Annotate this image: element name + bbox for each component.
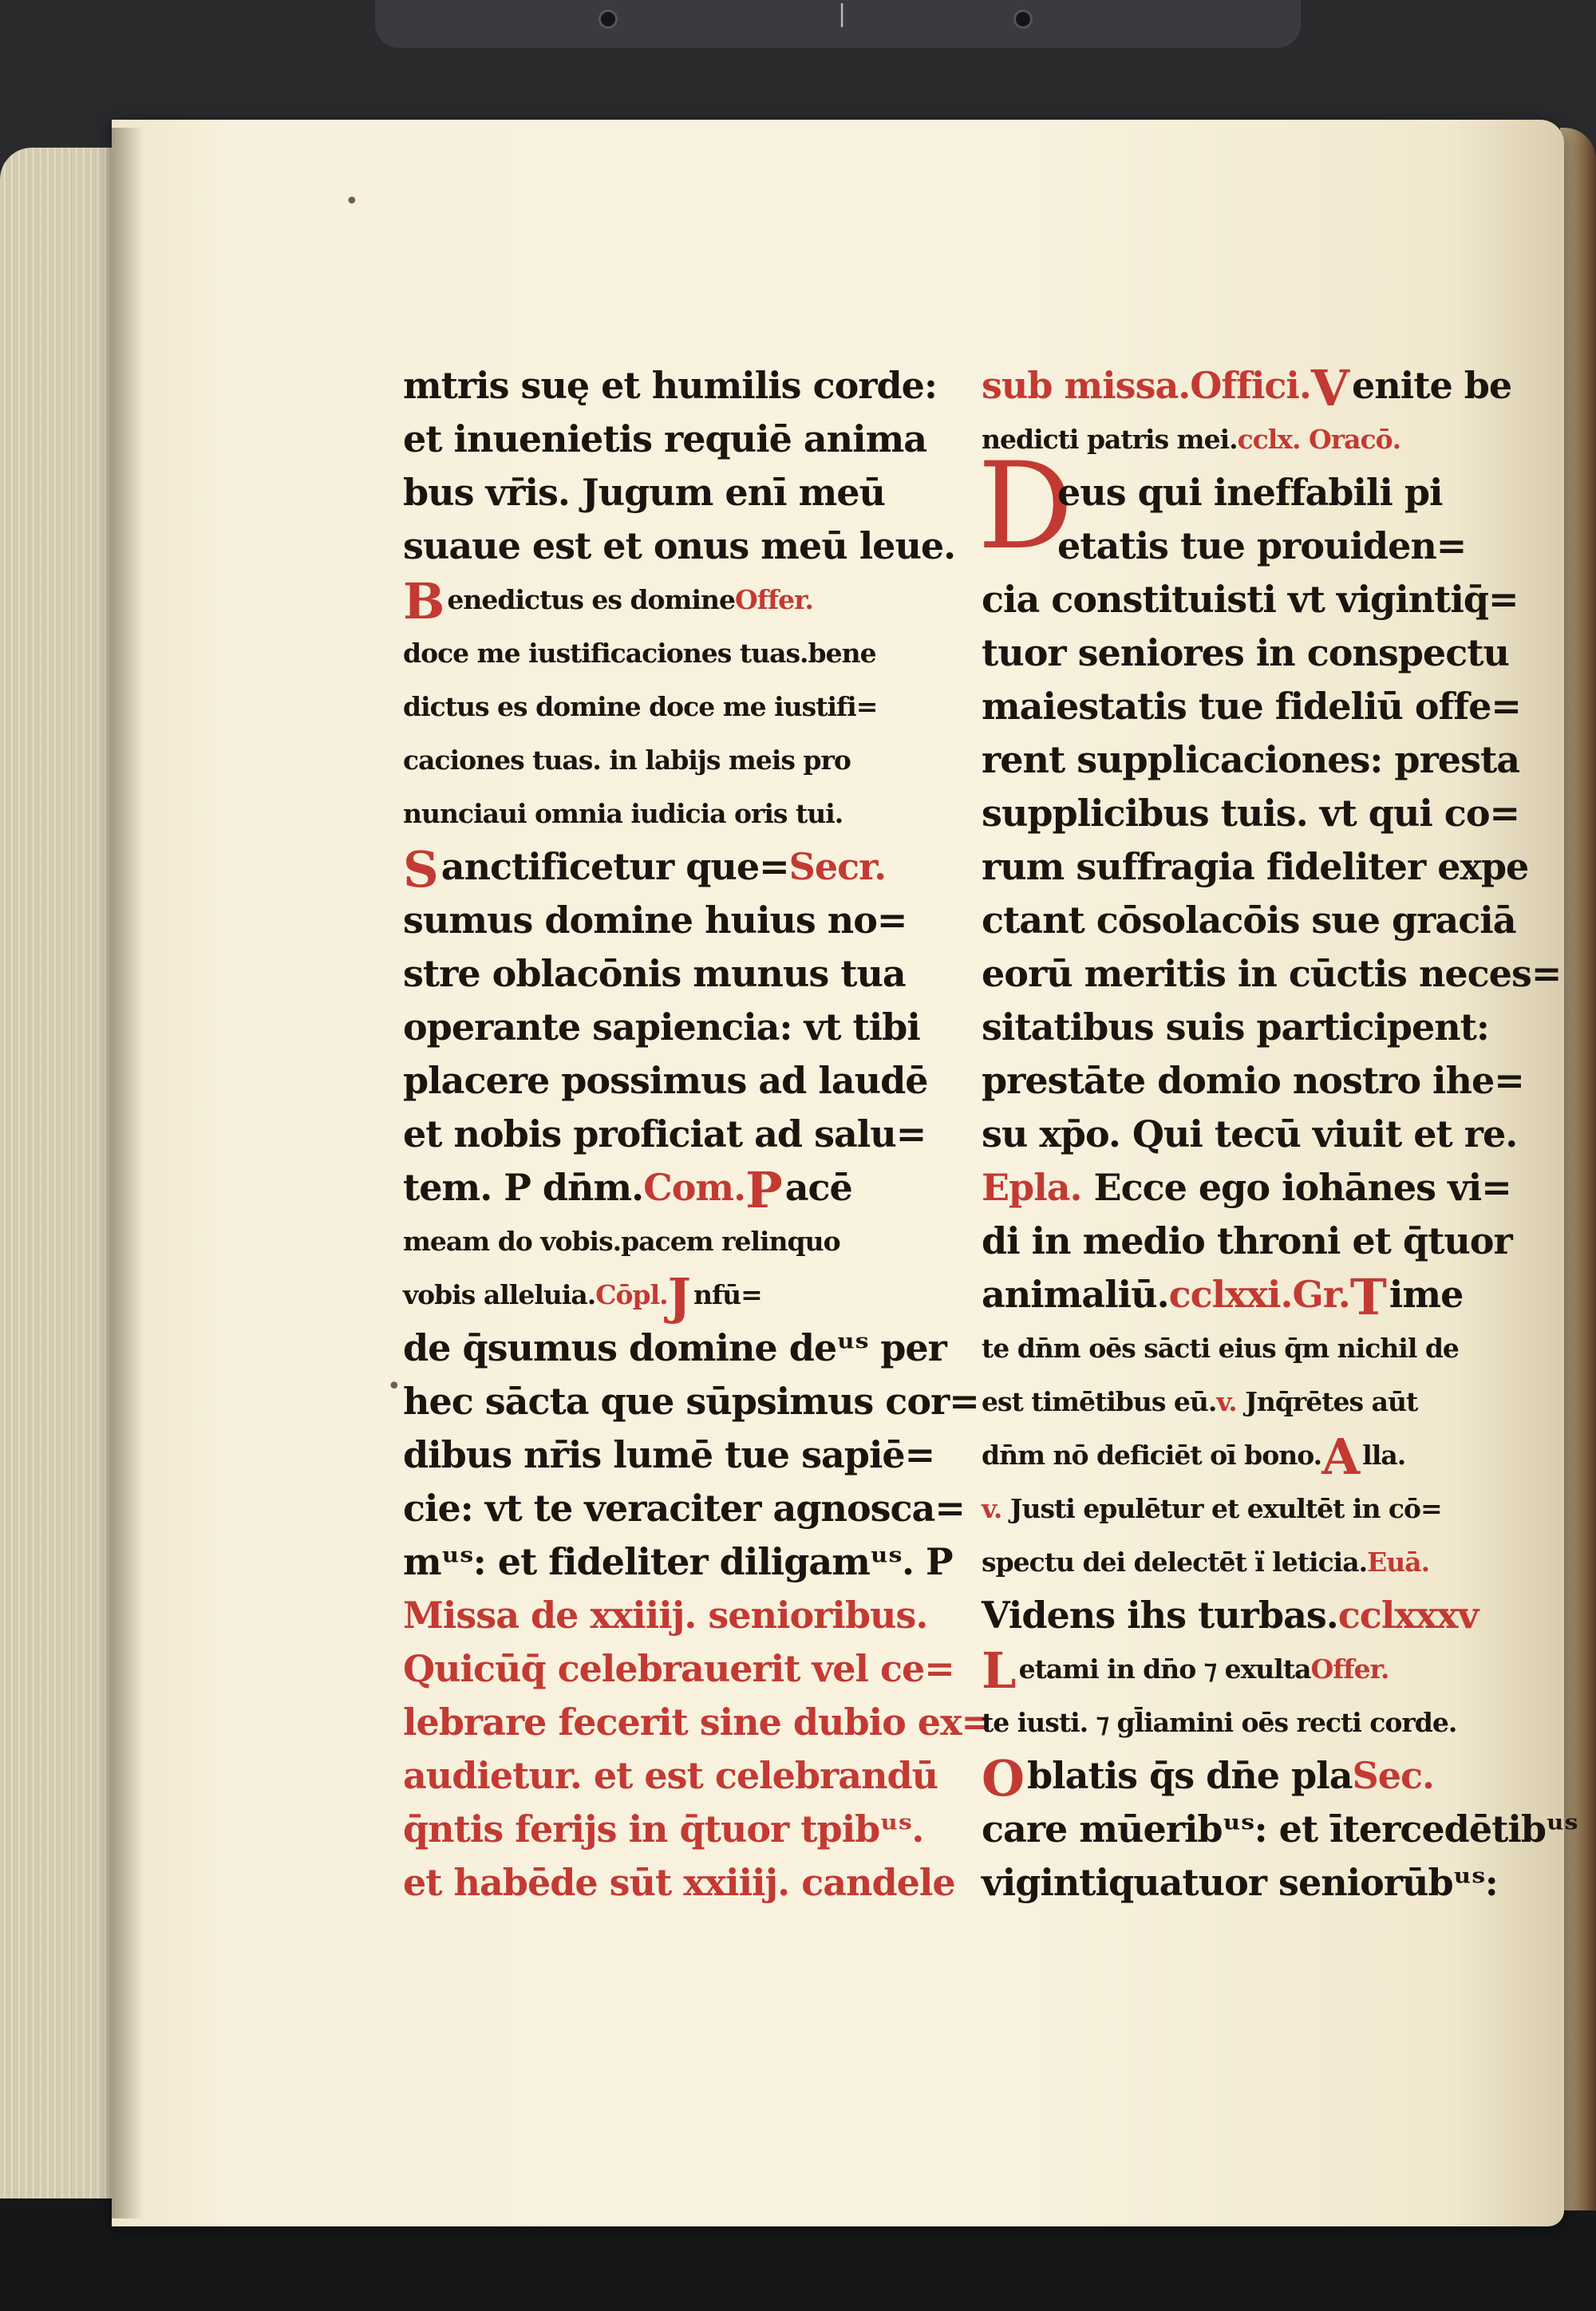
initial-letter: J: [667, 1267, 690, 1325]
text-line: [403, 840, 914, 899]
rubric-text: Quicūq̄ celebrauerit vel ce=: [403, 1647, 954, 1690]
rubric-text: Cōpl.: [595, 1279, 668, 1310]
text-run: tem. P dn̄m.: [403, 1166, 644, 1209]
text-run: Ecce ego iohānes vi=: [1081, 1166, 1511, 1209]
text-run: de q̄sumus domine deᵘˢ per: [403, 1326, 946, 1369]
text-line: [403, 1482, 965, 1535]
text-line: [403, 733, 914, 787]
text-run: Justi epulētur et exultēt in cō=: [1001, 1493, 1442, 1524]
text-line: [982, 1803, 1578, 1856]
text-run: supplicibus tuis. vt qui co=: [982, 792, 1520, 835]
text-run: et nobis proficiat ad salu=: [403, 1112, 926, 1156]
text-run: Jnq̄rētes aūt: [1236, 1386, 1418, 1417]
screw-icon: [1013, 10, 1033, 29]
right-page-edge: [1560, 128, 1596, 2210]
text-run: meam do vobis.pacem relinquo: [403, 1226, 840, 1257]
text-run: care mūeribᵘˢ: et ītercedētibᵘˢ: [982, 1807, 1578, 1851]
right-text-column: [982, 359, 1578, 1910]
text-run: vigintiquatuor seniorūbᵘˢ:: [982, 1861, 1498, 1904]
text-line: [982, 359, 1512, 417]
text-line: [982, 733, 1520, 787]
text-run: et inuenietis requiē anima: [403, 417, 927, 460]
text-run: caciones tuas. in labijs meis pro: [403, 745, 851, 776]
text-run: animaliū.: [982, 1273, 1169, 1316]
text-run: etami in dn̄o ⁊ exulta: [1018, 1653, 1311, 1685]
rubric-text: Epla.: [982, 1166, 1082, 1209]
text-line: [982, 1161, 1511, 1215]
text-line: [403, 1696, 992, 1749]
text-run: acē: [784, 1166, 852, 1209]
text-run: lla.: [1362, 1440, 1406, 1471]
text-run: nedicti patris mei.: [982, 424, 1238, 455]
text-line: [982, 519, 1467, 573]
text-line: [403, 519, 956, 573]
text-line: [403, 1428, 935, 1482]
rubric-text: Offer.: [735, 584, 813, 615]
text-run: di in medio throni et q̄tuor: [982, 1219, 1512, 1262]
text-line: [982, 413, 1460, 466]
text-line: [982, 840, 1529, 894]
text-run: maiestatis tue fideliū offe=: [982, 685, 1521, 728]
initial-letter: P: [745, 1161, 782, 1219]
text-run: stre oblacōnis munus tua: [403, 952, 906, 995]
text-line: [403, 1267, 914, 1325]
text-line: [982, 1749, 1460, 1807]
rubric-text: cclx.: [1237, 424, 1301, 455]
text-line: [403, 1856, 955, 1910]
text-run: blatis q̄s dn̄e pla: [1027, 1754, 1353, 1797]
initial-letter: B: [403, 572, 444, 630]
text-run: rum suffragia fideliter expe: [982, 845, 1529, 888]
text-line: [403, 1054, 928, 1108]
left-text-column: [403, 359, 992, 1910]
rubric-text: Oracō.: [1300, 424, 1401, 455]
text-line: [403, 787, 914, 840]
rubric-text: Com.: [643, 1166, 746, 1209]
text-line: [982, 1589, 1479, 1642]
text-run: sitatibus suis participent:: [982, 1005, 1489, 1049]
text-run: cia constituisti vt vigintiq̄=: [982, 578, 1519, 621]
text-line: [982, 1108, 1518, 1161]
text-line: [982, 1535, 1460, 1589]
text-line: [403, 1375, 979, 1428]
text-run: ime: [1389, 1273, 1464, 1316]
text-line: [403, 947, 914, 1001]
text-line: [982, 1856, 1498, 1910]
text-line: [982, 1482, 1460, 1535]
text-run: te iusti. ⁊ gl̄iamini oēs recti corde.: [982, 1707, 1457, 1738]
rubric-text: q̄ntis ferijs in q̄tuor tpibᵘˢ.: [403, 1807, 924, 1851]
text-line: [982, 1641, 1460, 1700]
text-line: [982, 1696, 1460, 1749]
rubric-text: Offer.: [1310, 1653, 1389, 1685]
text-line: [403, 359, 937, 413]
text-run: Videns ihs turbas.: [982, 1594, 1338, 1637]
text-run: est timētibus eū.: [982, 1386, 1217, 1417]
margin-mark: •: [345, 188, 359, 215]
text-run: etatis tue prouiden=: [1057, 524, 1467, 567]
rubric-text: v.: [1216, 1386, 1237, 1417]
text-line: [982, 894, 1516, 947]
text-line: [403, 1321, 946, 1375]
rubric-text: Secr.: [788, 845, 887, 888]
text-line: [403, 1001, 920, 1054]
initial-letter: A: [1321, 1428, 1360, 1486]
text-run: mtris suę et humilis corde:: [403, 364, 937, 407]
screw-icon: [598, 10, 618, 29]
text-line: [982, 626, 1509, 680]
text-run: dibus nr̄is lumē tue sapiē=: [403, 1433, 935, 1476]
text-run: mᵘˢ: et fideliter diligamᵘˢ. P: [403, 1540, 953, 1583]
text-run: spectu dei delectēt ï leticia.: [982, 1547, 1368, 1578]
margin-mark: •: [387, 1373, 401, 1400]
text-line: [403, 1749, 938, 1803]
text-line: [403, 1161, 914, 1219]
initial-letter: L: [982, 1641, 1016, 1700]
rubric-text: Missa de xxiiij. senioribus.: [403, 1594, 928, 1637]
gutter-shadow: [112, 128, 144, 2218]
text-line: [403, 466, 914, 519]
text-run: vobis alleluia.: [403, 1279, 596, 1310]
text-line: [982, 1001, 1489, 1054]
text-line: [982, 787, 1520, 840]
text-line: [403, 572, 914, 630]
rubric-text: cclxxi.: [1168, 1273, 1293, 1316]
text-line: [982, 947, 1562, 1001]
initial-letter: O: [982, 1749, 1025, 1807]
text-run: prestāte domio nostro ihe=: [982, 1059, 1524, 1102]
text-line: [403, 626, 914, 680]
rubric-text: cclxxxv: [1337, 1594, 1479, 1637]
text-run: cie: vt te veraciter agnosca=: [403, 1487, 965, 1530]
text-line: [982, 1321, 1460, 1375]
text-line: [403, 1642, 954, 1696]
text-line: [982, 1268, 1464, 1326]
initial-letter: S: [403, 840, 438, 899]
rubric-text: Offici.: [1190, 364, 1311, 407]
text-line: [982, 1428, 1460, 1486]
text-line: [403, 1535, 953, 1589]
text-run: placere possimus ad laudē: [403, 1059, 928, 1102]
text-run: dictus es domine doce me iustifi=: [403, 691, 878, 722]
rubric-text: Gr.: [1292, 1273, 1350, 1316]
text-run: suaue est et onus meū leue.: [403, 524, 956, 567]
text-run: te dn̄m oēs sācti eius q̄m nichil de: [982, 1333, 1459, 1364]
rubric-text: v.: [982, 1493, 1002, 1524]
text-run: hec sācta que sūpsimus cor=: [403, 1380, 979, 1423]
text-line: [982, 1375, 1460, 1428]
rubric-text: lebrare fecerit sine dubio ex=: [403, 1701, 992, 1744]
text-run: ctant cōsolacōis sue graciā: [982, 899, 1516, 942]
text-run: dn̄m nō deficiēt oī bono.: [982, 1440, 1322, 1471]
rubric-text: audietur. et est celebrandū: [403, 1754, 938, 1797]
rubric-text: sub missa.: [982, 364, 1191, 407]
text-line: [403, 413, 927, 466]
text-line: [982, 1215, 1512, 1268]
text-run: operante sapiencia: vt tibi: [403, 1005, 920, 1049]
text-run: anctificetur que=: [440, 845, 789, 888]
text-run: eorū meritis in cūctis neces=: [982, 952, 1562, 995]
rubric-text: Sec.: [1352, 1754, 1435, 1797]
margin-mark: |: [838, 0, 847, 28]
text-line: [403, 680, 914, 733]
text-run: nfū=: [693, 1279, 762, 1310]
text-run: enite be: [1352, 364, 1512, 407]
text-run: sumus domine huius no=: [403, 899, 907, 942]
text-line: [982, 573, 1519, 626]
page-stack-edge: [0, 148, 120, 2198]
initial-letter: V: [1310, 359, 1349, 417]
text-run: su xp̄o. Qui tecū viuit et re.: [982, 1112, 1518, 1156]
text-run: tuor seniores in conspectu: [982, 631, 1509, 674]
text-line: [403, 1215, 914, 1268]
rubric-text: et habēde sūt xxiiij. candele: [403, 1861, 955, 1904]
text-line: [982, 680, 1521, 733]
text-line: [403, 1803, 924, 1856]
drop-capital-initial: D: [978, 437, 1074, 576]
text-line: [982, 466, 1460, 519]
initial-letter: T: [1349, 1268, 1386, 1326]
text-line: [982, 1054, 1524, 1108]
rubric-text: Euā.: [1367, 1547, 1430, 1578]
text-line: [403, 1108, 926, 1161]
text-run: eus qui ineffabili pi: [1057, 471, 1443, 514]
text-run: enedictus es domine: [447, 584, 735, 615]
text-run: nunciaui omnia iudicia oris tui.: [403, 798, 843, 829]
text-run: bus vr̄is. Jugum enī meū: [403, 471, 885, 514]
text-run: rent supplicaciones: presta: [982, 738, 1520, 781]
text-line: [403, 1589, 928, 1642]
text-run: doce me iustificaciones tuas.bene: [403, 638, 876, 669]
text-line: [403, 894, 914, 947]
